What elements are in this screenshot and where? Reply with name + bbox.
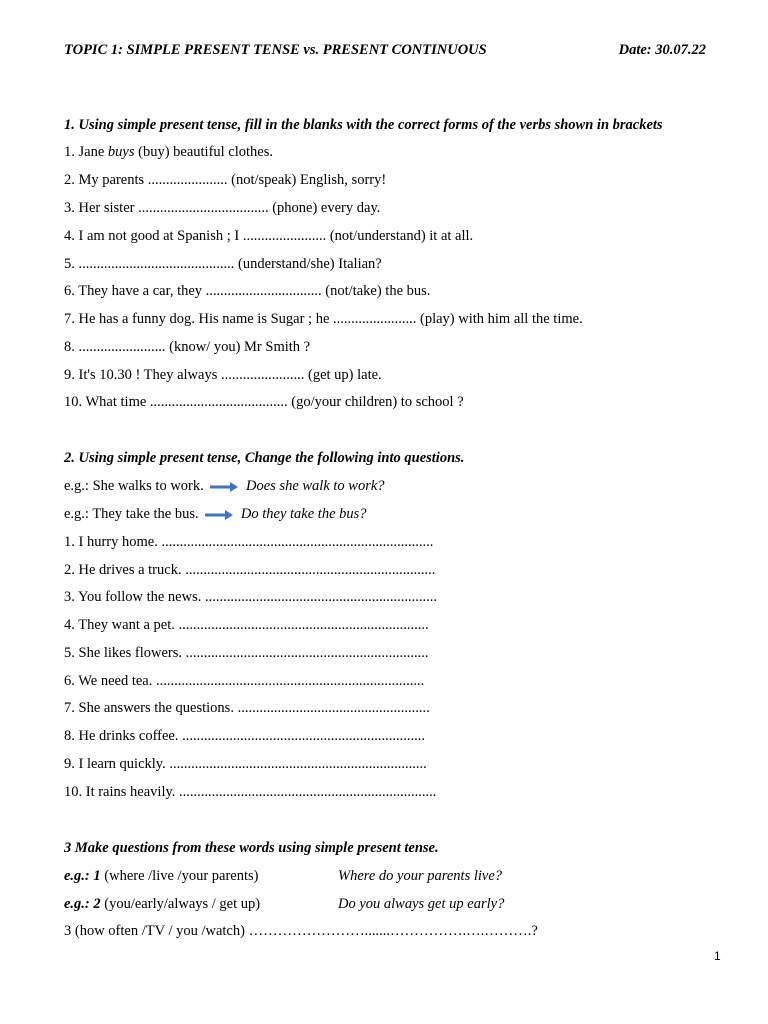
example-answer: Where do your parents live? [338,868,503,884]
example-words: (where /live /your parents) [104,868,259,884]
section3-example [64,895,664,913]
exercise-item: 4. They want a pet. ..................................................................... [64,617,429,633]
page-number: 1 [714,949,721,963]
page-header [64,42,706,62]
right-arrow-icon [205,510,233,520]
example-answer: Do they take the bus? [240,506,367,522]
section2-heading: 2. Using simple present tense, Change the following into questions. [64,450,465,466]
example-answer: buys [107,144,135,160]
exercise-item: 3 (how often /TV / you /watch) …………………….......…………….….……….? [64,923,538,939]
example-label: e.g.: 1 [64,868,101,884]
exercise-item: 8. He drinks coffee. ................................................................... [64,728,425,744]
example-rest: (buy) beautiful clothes. [138,144,273,160]
exercise-item: 2. My parents ...................... (not/speak) English, sorry! [64,172,387,188]
exercise-item: 9. I learn quickly. ....................................................................... [64,756,427,772]
section2-example [64,505,367,523]
exercise-item: 8. ........................ (know/ you) Mr Smith ? [64,339,311,355]
example-sentence: e.g.: She walks to work. [64,478,204,494]
exercise-item: 5. ........................................... (understand/she) Italian? [64,256,382,272]
exercise-item: 9. It's 10.30 ! They always ....................... (get up) late. [64,367,382,383]
exercise-item: 6. They have a car, they ................................ (not/take) the bus. [64,283,431,299]
exercise-item: 3. You follow the news. ................................................................ [64,589,437,605]
exercise-item: 3. Her sister .................................... (phone) every day. [64,200,381,216]
exercise-item: 6. We need tea. .......................................................................... [64,673,425,689]
exercise-item: 7. She answers the questions. ..................................................... [64,700,430,716]
example-label: e.g.: 2 [64,896,101,912]
topic-title: TOPIC 1: SIMPLE PRESENT TENSE vs. PRESENT CONTINUOUS [64,42,487,58]
exercise-item: 4. I am not good at Spanish ; I ....................... (not/understand) it at all. [64,228,474,244]
example-answer: Do you always get up early? [338,896,505,912]
section1-example [64,143,273,161]
exercise-item: 1. I hurry home. ........................................................................... [64,534,434,550]
section1-heading: 1. Using simple present tense, fill in the blanks with the correct forms of the verbs shown in brackets [64,117,663,133]
section3-heading: 3 Make questions from these words using simple present tense. [64,840,439,856]
right-arrow-icon [210,482,238,492]
example-sentence: e.g.: They take the bus. [64,506,199,522]
exercise-item: 10. It rains heavily. ....................................................................... [64,784,437,800]
section3-example [64,867,664,885]
example-answer: Does she walk to work? [246,478,385,494]
example-words: (you/early/always / get up) [104,896,261,912]
exercise-item: 5. She likes flowers. ................................................................... [64,645,429,661]
section2-example [64,477,385,495]
exercise-item: 2. He drives a truck. ..................................................................... [64,562,436,578]
exercise-item: 7. He has a funny dog. His name is Sugar ; he ....................... (play) with him all the time. [64,311,583,327]
example-number: 1. Jane [64,144,105,160]
date-label: Date: 30.07.22 [618,42,706,58]
exercise-item: 10. What time ...................................... (go/your children) to school ? [64,394,464,410]
